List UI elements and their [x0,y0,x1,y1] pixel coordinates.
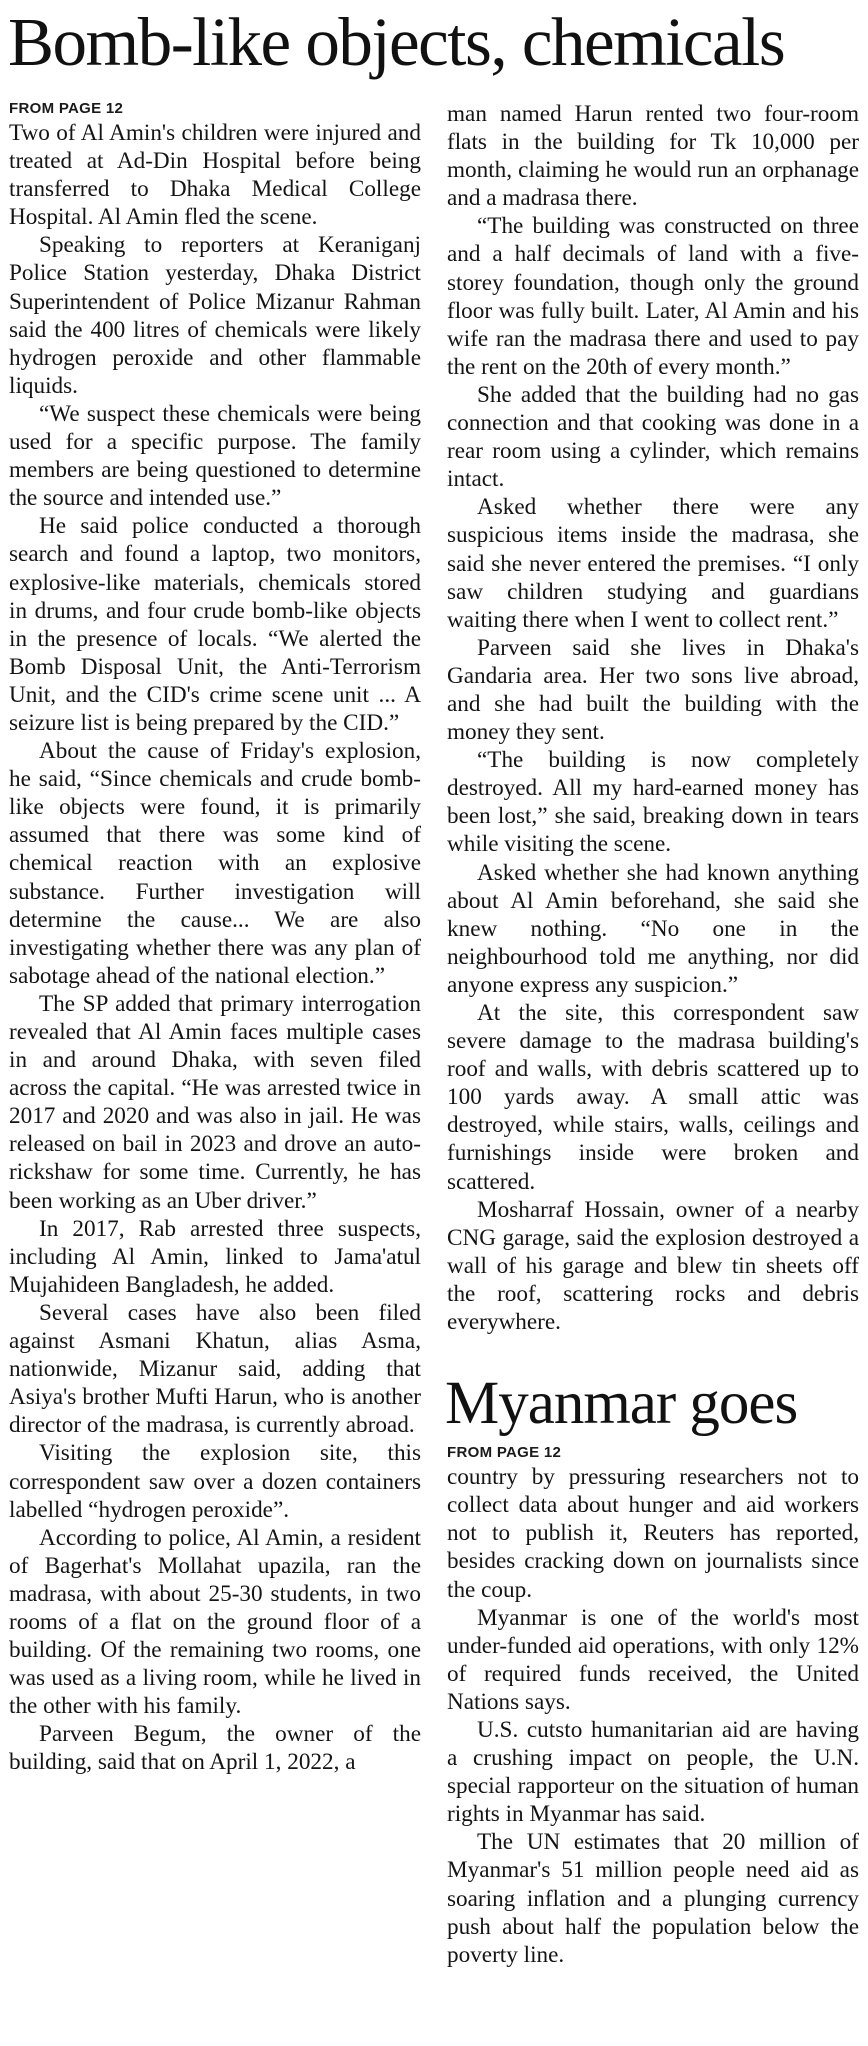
article-paragraph: Mosharraf Hossain, owner of a nearby CNG garage, said the explosion destroyed a wall of his garage and blew tin sheets off the roof, scattering rocks and debris everywhere. [447,1196,859,1336]
article-paragraph: Asked whether she had known anything about Al Amin beforehand, she said she knew nothing. “No one in the neighbourhood told me anything, nor did anyone express any suspicion.” [447,859,859,998]
article-paragraph: “We suspect these chemicals were being used for a specific purpose. The family members are being questioned to determine the source and intended use.” [9,400,421,512]
article-paragraph: Two of Al Amin's children were injured and treated at Ad-Din Hospital before being transferred to Dhaka Medical College Hospital. Al Amin fled the scene. [9,120,421,231]
article-paragraph: Asked whether there were any suspicious items inside the madrasa, she said she never entered the premises. “I only saw children studying and guardians waiting there when I went to collect rent.” [447,494,859,633]
article-paragraph: He said police conducted a thorough search and found a laptop, two monitors, explosive-like materials, chemicals stored in drums, and four crude bomb-like objects in the presence of locals. “We alerted the Bomb Disposal Unit, the Anti-Terrorism Unit, and the CID's crime scene unit ... A seizure list is being prepared by the CID.” [9,513,421,736]
article-paragraph: Speaking to reporters at Keraniganj Police Station yesterday, Dhaka District Superintendent of Police Mizanur Rahman said the 400 litres of chemicals were likely hydrogen peroxide and other flammable liquids. [9,232,421,399]
article-paragraph: Several cases have also been filed against Asmani Khatun, alias Asma, nationwide, Mizanur said, adding that Asiya's brother Mufti Harun, who is another director of the madrasa, is currently abroad. [9,1299,421,1439]
headline-myanmar-goes: Myanmar goes [445,1370,798,1438]
article-paragraph: Parveen Begum, the owner of the building, said that on April 1, 2022, a [9,1721,421,1776]
jump-label: FROM PAGE 12 [447,1444,562,1462]
article-paragraph: country by pressuring researchers not to collect data about hunger and aid workers not to publish it, Reuters has reported, besides cracking down on journalists since the coup. [447,1464,859,1603]
article-paragraph: About the cause of Friday's explosion, he said, “Since chemicals and crude bomb-like objects were found, it is primarily assumed that there was some kind of chemical reaction with an explosive substance. Further investigation will determine the cause... We are also investigating whether there was any plan of sabotage ahead of the national election.” [9,738,421,989]
article-paragraph: Myanmar is one of the world's most under-funded aid operations, with only 12% of required funds received, the United Nations says. [447,1604,859,1715]
article-paragraph: She added that the building had no gas connection and that cooking was done in a rear room using a cylinder, which remains intact. [447,381,859,493]
article-paragraph: In 2017, Rab arrested three suspects, including Al Amin, linked to Jama'atul Mujahideen Bangladesh, he added. [9,1215,421,1298]
article-paragraph-continued: man named Harun rented two four-room flats in the building for Tk 10,000 per month, claiming he would run an orphanage and a madrasa there. [447,101,859,212]
article-paragraph: “The building is now completely destroyed. All my hard-earned money has been lost,” she said, breaking down in tears while visiting the scene. [447,747,859,858]
right-column [447,100,859,1969]
article-paragraph: The UN estimates that 20 million of Myanmar's 51 million people need aid as soaring inflation and a plunging currency push about half the population below the poverty line. [447,1829,859,1968]
article-paragraph: Parveen said she lives in Dhaka's Gandaria area. Her two sons live abroad, and she had built the building with the money they sent. [447,634,859,746]
article-paragraph: At the site, this correspondent saw severe damage to the madrasa building's roof and walls, with debris scattered up to 100 yards away. A small attic was destroyed, while stairs, walls, ceilings and furnishings inside were broken and scattered. [447,1000,859,1195]
article-paragraph: “The building was constructed on three and a half decimals of land with a five-storey foundation, though only the ground floor was fully built. Later, Al Amin and his wife ran the madrasa there and used to pay the rent on the 20th of every month.” [447,213,859,380]
left-column [9,100,421,1777]
article-paragraph: According to police, Al Amin, a resident of Bagerhat's Mollahat upazila, ran the madrasa, with about 25-30 students, in two rooms of a flat on the ground floor of a building. Of the remaining two rooms, one was used as a living room, while he lived in the other with his family. [9,1524,421,1720]
article-paragraph: U.S. cutsto humanitarian aid are having a crushing impact on people, the U.N. special rapporteur on the situation of human rights in Myanmar has said. [447,1716,859,1828]
article-paragraph: Visiting the explosion site, this correspondent saw over a dozen containers labelled “hydrogen peroxide”. [9,1440,421,1523]
jump-label: FROM PAGE 12 [9,100,124,117]
headline-bomb-like-objects: Bomb-like objects, chemicals [8,4,785,80]
article-paragraph: The SP added that primary interrogation revealed that Al Amin faces multiple cases in and around Dhaka, with seven filed across the capital. “He was arrested twice in 2017 and 2020 and was also in jail. He was released on bail in 2023 and drove an auto-rickshaw for some time. Currently, he has been working as an Uber driver.” [9,990,421,1214]
